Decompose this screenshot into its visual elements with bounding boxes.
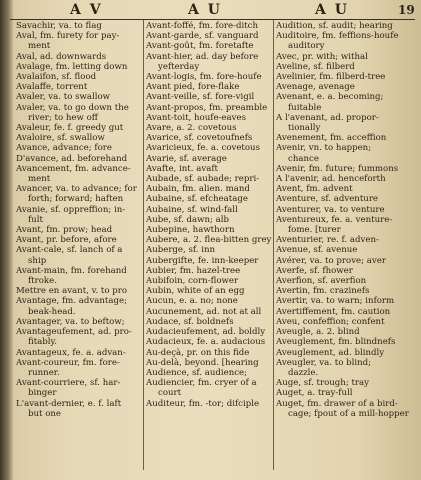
entry-line: Avancement, fm. advance-	[16, 163, 131, 174]
entry-line: D'avance, ad. beforehand	[16, 153, 128, 164]
entry-line: Avantageufement, ad. pro-	[16, 327, 132, 338]
entry-line: river; to hew off	[28, 112, 98, 123]
entry-line: Avaleur, fe. f. greedy gut	[16, 123, 124, 134]
entry-line: Avalage, fm. letting down	[16, 61, 128, 72]
entry-line: Aubier, fm. hazel-tree	[146, 265, 241, 276]
entry-line: Mettre en avant, v. to pro	[16, 286, 128, 297]
entry-line: Audition, sf. audit; hearing	[276, 21, 393, 31]
entry-line: tionally	[288, 123, 321, 134]
entry-line: yefterday	[158, 61, 200, 72]
entry-line: Aveline, sf. filberd	[276, 61, 355, 72]
entry-line: Aubin, white of an egg	[146, 286, 245, 297]
entry-line: Avertir, va. to warn; inform	[276, 296, 395, 307]
entry-line: Avarice, sf. covetoufnefs	[146, 133, 253, 144]
entry-line: Aubifoin, corn-flower	[146, 276, 239, 287]
entry-line: fult	[28, 214, 43, 225]
entry-line: Aube, sf. dawn; alb	[146, 214, 230, 225]
entry-line: Aventurier, re. f. adven-	[276, 235, 379, 246]
entry-line: Avant-goût, fm. foretafte	[146, 41, 254, 52]
entry-line: Audiencier, fm. cryer of a	[146, 378, 257, 389]
entry-line: Avant-garde, sf. vanguard	[146, 31, 259, 42]
entry-line: Avant-coureur, fm. fore-	[16, 357, 120, 368]
entry-line: Avelinier, fm. filberd-tree	[276, 72, 386, 83]
entry-line: Aveu, confeffion; confent	[276, 316, 385, 327]
entry-line: A l'avenir, ad. henceforth	[276, 174, 386, 185]
entry-line: Aval, fm. furety for pay-	[16, 31, 120, 42]
entry-line: Aubergifte, fe. inn-keeper	[146, 255, 259, 266]
entry-line: ment	[28, 174, 51, 185]
entry-line: Avant-foffé, fm. fore-ditch	[146, 21, 259, 31]
entry-line: Au-delà, beyond. [hearing	[146, 357, 259, 368]
entry-line: Audience, sf. audience;	[146, 367, 248, 378]
entry-line: Avertiffement, fm. caution	[276, 306, 391, 317]
entry-line: auditory	[288, 41, 325, 52]
entry-line: Aubaine, sf. wind-fall	[146, 204, 238, 215]
entry-line: Aveugle, a. 2. blind	[276, 327, 360, 338]
entry-line: ftroke.	[28, 276, 57, 287]
entry-line: Avarie, sf. average	[146, 153, 227, 164]
entry-line: Avenant, e. a. becoming;	[276, 92, 384, 103]
entry-line: Auditoire, fm. feffions-houfe	[276, 31, 399, 42]
entry-line: Avaricieux, fe. a. covetous	[146, 143, 261, 154]
entry-line: Auditeur, fm. -tor; difciple	[146, 398, 260, 409]
entry-line: chance	[288, 153, 319, 164]
entry-line: fitably.	[28, 337, 58, 348]
entry-line: Aval, ad. downwards	[16, 51, 107, 62]
entry-line: Aubaine, sf. efcheatage	[146, 194, 248, 205]
entry-line: Avec, pr. with; withal	[276, 51, 368, 62]
header-right: A U	[315, 2, 349, 18]
entry-line: Aucun, e. a. no; none	[146, 296, 238, 307]
column-1	[16, 21, 142, 419]
entry-line: Avant pied, fore-flake	[146, 82, 240, 93]
entry-line: Averfion, sf. averfion	[276, 276, 367, 287]
entry-line: Avantageux, fe. a. advan-	[16, 347, 126, 358]
entry-line: beak-head.	[28, 306, 76, 317]
entry-line: Avertin, fm. crazinefs	[276, 286, 370, 297]
entry-line: Avenir, vn. to happen;	[276, 143, 372, 154]
header-rule	[10, 19, 415, 20]
entry-line: Audacieufement, ad. boldly	[146, 327, 266, 338]
entry-line: Aveugler, va. to blind;	[276, 357, 372, 368]
column-2	[146, 21, 272, 409]
entry-line: Avant-toit, houfe-eaves	[146, 112, 246, 123]
entry-line: Avare, a. 2. covetous	[146, 123, 237, 134]
entry-line: but one	[28, 408, 62, 419]
entry-line: Avent, fm. advent	[276, 184, 353, 195]
entry-line: fuitable	[288, 102, 322, 113]
entry-line: runner.	[28, 367, 60, 378]
entry-line: Auberge, sf. inn	[146, 245, 216, 256]
entry-line: Audacieux, fe. a. audacious	[146, 337, 266, 348]
entry-line: Avantager, va. to beftow;	[16, 316, 125, 327]
entry-line: Avaler, va. to swallow	[16, 92, 111, 103]
entry-line: Avenir, fm. future; fummons	[276, 163, 399, 174]
entry-line: Aventureux, fe. a. venture-	[276, 214, 393, 225]
entry-line: Avance, advance; fore	[16, 143, 112, 154]
entry-line: Aubere, a. 2. flea-bitten grey	[146, 235, 272, 246]
entry-line: ship	[28, 255, 47, 266]
entry-line: Avant-courriere, sf. har-	[16, 378, 121, 389]
entry-line: Aveuglement, fm. blindnefs	[276, 337, 396, 348]
entry-line: Averfe, sf. fhower	[276, 265, 353, 276]
entry-line: A l'avenant, ad. propor-	[276, 112, 379, 123]
entry-line: Auge, sf. trough; tray	[276, 378, 370, 389]
entry-line: Aventure, sf. adventure	[276, 194, 379, 205]
entry-line: Avenue, sf. avenue	[276, 245, 358, 256]
entry-line: Aucunement, ad. not at all	[146, 306, 262, 317]
entry-line: dazzle.	[288, 367, 319, 378]
entry-line: Avalaifon, sf. flood	[16, 72, 97, 83]
entry-line: Avalaffe, torrent	[16, 82, 88, 93]
entry-line: Avérer, va. to prove; aver	[276, 255, 386, 266]
entry-line: Aveuglement, ad. blindly	[276, 347, 385, 358]
entry-line: Savachir, va. to flag	[16, 21, 102, 31]
entry-line: forth; forward; haften	[28, 194, 124, 205]
entry-line: Avanie, sf. oppreffion; in-	[16, 204, 126, 215]
entry-line: binger	[28, 388, 57, 399]
entry-line: cage; fpout of a mill-hopper	[288, 408, 409, 419]
page-gutter-shadow	[0, 0, 14, 480]
entry-line: Avant, pr. before, afore	[16, 235, 117, 246]
entry-line: Avant, fm. prow; head	[16, 225, 113, 236]
entry-line: Avancer, va. to advance; for	[16, 184, 137, 195]
entry-line: Au-deçà, pr. on this fide	[146, 347, 250, 358]
entry-line: Audace, sf. boldnefs	[146, 316, 234, 327]
entry-line: Aubain, fm. alien. mand	[146, 184, 250, 195]
entry-line: Avenage, avenage	[276, 82, 355, 93]
column-divider-2	[273, 20, 274, 470]
page-number: 19	[398, 3, 415, 17]
entry-line: Avafte, int. avaft	[146, 163, 218, 174]
entry-line: Avant-cale, sf. lanch of a	[16, 245, 123, 256]
entry-line: ment	[28, 41, 51, 52]
entry-line: Auget, a. tray-full	[276, 388, 353, 399]
entry-line: fome. [turer	[288, 225, 341, 236]
entry-line: court	[158, 388, 182, 399]
entry-line: Avantage, fm. advantage;	[16, 296, 127, 307]
header-left: A V	[70, 2, 103, 18]
header-center: A U	[188, 2, 222, 18]
entry-line: Avant-propos, fm. preamble	[146, 102, 268, 113]
entry-line: Avenement, fm. acceffion	[276, 133, 387, 144]
column-divider-1	[143, 20, 144, 470]
entry-line: Aubade, sf. aubade; repri-	[146, 174, 260, 185]
entry-line: Aventurer, va. to venture	[276, 204, 385, 215]
entry-line: Avant-logis, fm. fore-houfe	[146, 72, 262, 83]
entry-line: Auget, fm. drawer of a bird-	[276, 398, 398, 409]
entry-line: Avant-veille, sf. fore-vigil	[146, 92, 255, 103]
entry-line: Avant-hier, ad. day before	[146, 51, 259, 62]
entry-line: Avaler, va. to go down the	[16, 102, 129, 113]
entry-line: Avaloire, sf. swallow	[16, 133, 105, 144]
entry-line: L'avant-dernier, e. f. laft	[16, 398, 122, 409]
entry-line: Avant-main, fm. forehand	[16, 265, 127, 276]
column-3	[276, 21, 416, 419]
entry-line: Aubepine, hawthorn	[146, 225, 235, 236]
